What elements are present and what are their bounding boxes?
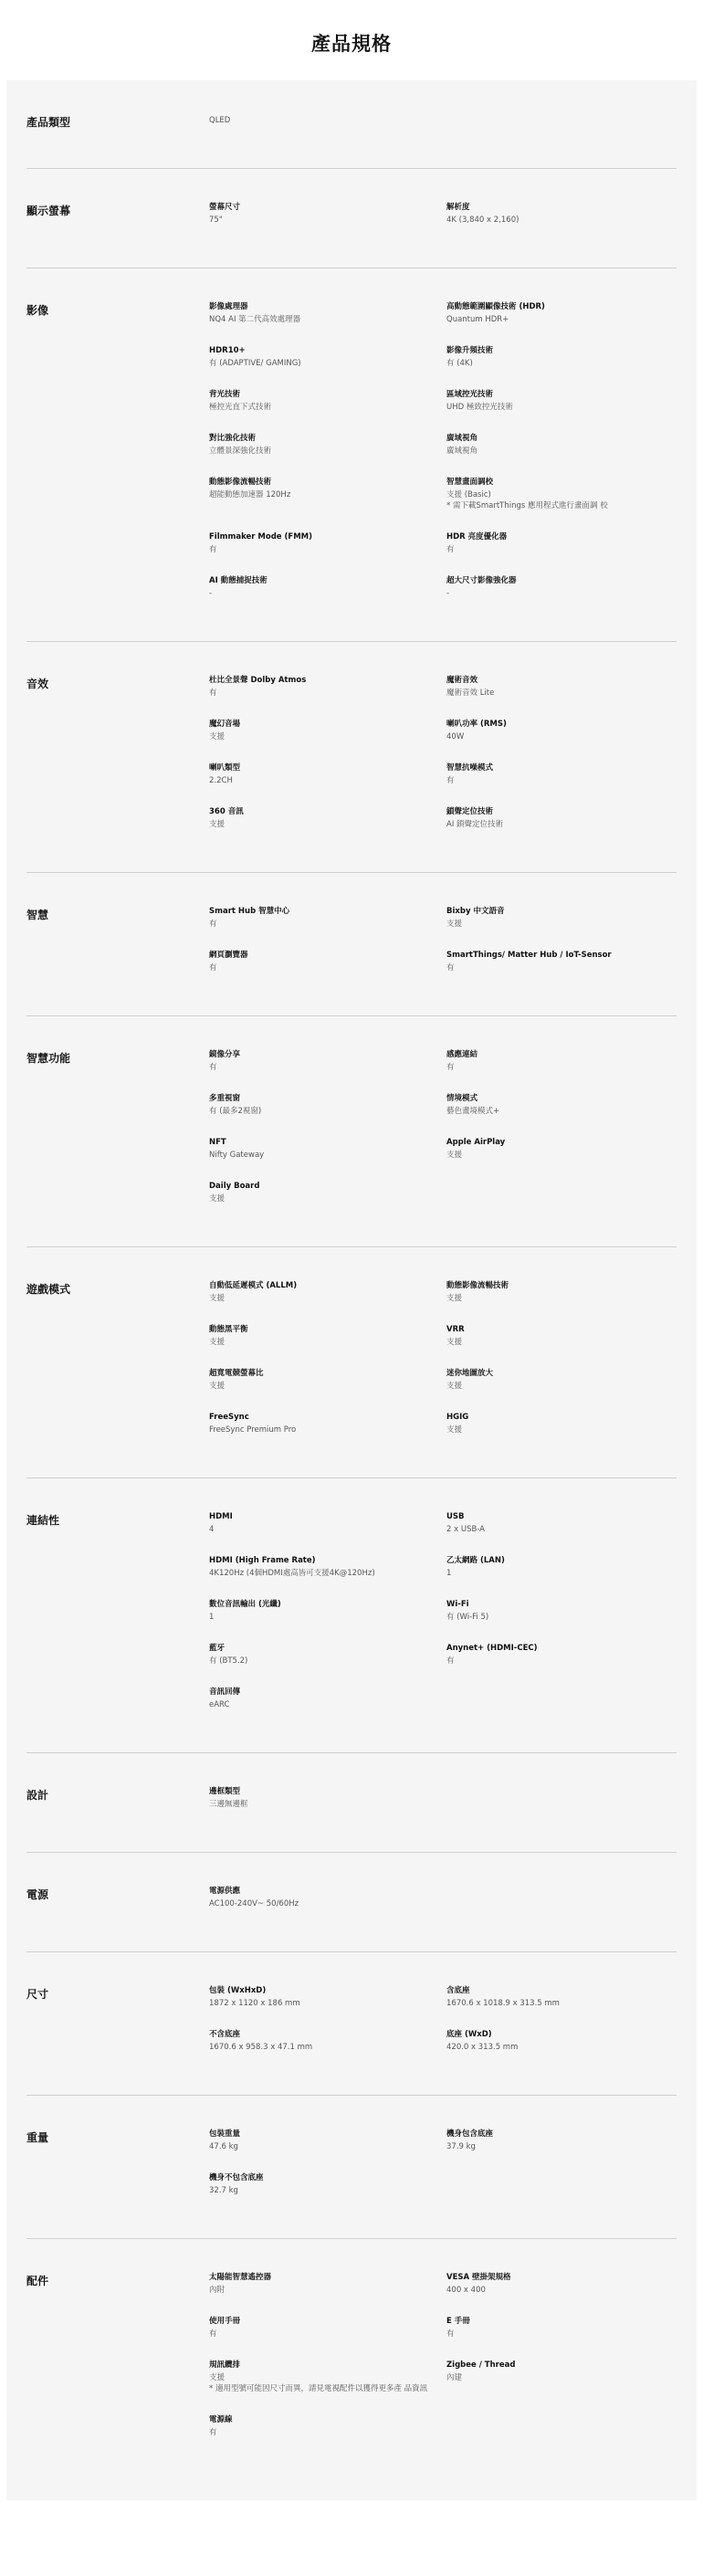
spec-value: 內附: [209, 2286, 226, 2295]
spec-item: [209, 531, 446, 575]
spec-item: [209, 950, 446, 994]
spec-value: 有: [446, 1656, 455, 1666]
spec-grid: [209, 1049, 677, 1225]
spec-item: [209, 719, 446, 762]
category-title: 電源: [26, 1888, 49, 1901]
spec-item: [446, 2272, 677, 2316]
spec-value: 支援: [446, 1294, 463, 1303]
spec-value: 支援 * 適用型號可能因尺寸而異，請見電視配件以獲得更多產 品資訊: [209, 2373, 428, 2393]
spec-grid: [209, 2272, 677, 2458]
spec-value: -: [209, 589, 213, 598]
spec-value: 有: [209, 689, 217, 698]
category-title: 設計: [26, 1789, 49, 1802]
spec-label: VRR: [446, 1325, 465, 1334]
spec-value: AI 鎖聲定位技術: [446, 820, 504, 829]
spec-value: 有: [209, 2329, 217, 2339]
category-title: 重量: [26, 2131, 49, 2144]
spec-label: 鎖聲定位技術: [446, 807, 494, 816]
spec-label: HGIG: [446, 1413, 469, 1422]
spec-label: 電源供應: [209, 1887, 241, 1896]
spec-value: 1670.6 x 958.3 x 47.1 mm: [209, 2043, 313, 2052]
spec-label: 動態影像流暢技術: [209, 478, 272, 487]
spec-label: 網頁瀏覽器: [209, 951, 248, 960]
spec-label: 邊框類型: [209, 1787, 241, 1796]
spec-value: Quantum HDR+: [446, 315, 509, 324]
spec-value: 2 x USB-A: [446, 1525, 485, 1534]
spec-value: 魔術音效 Lite: [446, 689, 495, 698]
spec-label: 機身包含底座: [446, 2129, 494, 2139]
spec-value: 有: [209, 920, 217, 929]
spec-value: 有 (ADAPTIVE/ GAMING): [209, 359, 301, 368]
spec-value: 1872 x 1120 x 186 mm: [209, 1999, 300, 2008]
spec-item: [446, 433, 677, 477]
spec-label: 喇叭類型: [209, 763, 241, 773]
spec-label: 太陽能智慧遙控器: [209, 2273, 272, 2282]
spec-label: 不含底座: [209, 2030, 241, 2039]
spec-item: [446, 2316, 677, 2360]
page-title: 產品規格: [311, 33, 392, 55]
spec-value: 支援: [446, 1338, 463, 1347]
spec-section: [26, 1016, 677, 1247]
spec-label: 感應連結: [446, 1050, 478, 1059]
spec-item: [209, 906, 446, 950]
spec-grid: [209, 675, 677, 850]
spec-label: SmartThings/ Matter Hub / IoT-Sensor: [446, 951, 612, 960]
spec-value: 支援: [209, 1382, 226, 1391]
spec-section: [26, 268, 677, 642]
spec-label: 魔術音效: [446, 676, 478, 685]
spec-item: [209, 433, 446, 477]
spec-label: 背光技術: [209, 390, 241, 399]
spec-label: 解析度: [446, 203, 470, 212]
spec-value: 內建: [446, 2373, 463, 2382]
category-title: 遊戲模式: [26, 1283, 71, 1296]
spec-value: 廣域視角: [446, 447, 478, 456]
spec-item: [209, 301, 446, 345]
spec-item: [446, 1985, 677, 2029]
spec-label: Daily Board: [209, 1182, 260, 1191]
category-title: 尺寸: [26, 1988, 49, 2001]
spec-item: [446, 1511, 677, 1555]
spec-label: 規訊纜排: [209, 2360, 241, 2370]
spec-item: [209, 1181, 446, 1225]
spec-item: [446, 719, 677, 762]
spec-value: 有: [209, 2428, 217, 2437]
spec-value: 37.9 kg: [446, 2142, 476, 2151]
spec-grid: [209, 113, 677, 146]
spec-item: [209, 1324, 446, 1368]
spec-item: [446, 1368, 677, 1412]
spec-value: 420.0 x 313.5 mm: [446, 2043, 519, 2052]
spec-item: [446, 202, 677, 246]
spec-item: [446, 1093, 677, 1137]
spec-label: Smart Hub 智慧中心: [209, 907, 290, 916]
spec-item: [446, 1049, 677, 1093]
spec-label: 喇叭功率 (RMS): [446, 720, 507, 729]
spec-label: 數位音訊輸出 (光纖): [209, 1600, 281, 1609]
spec-section: [26, 873, 677, 1016]
spec-label: 杜比全景聲 Dolby Atmos: [209, 676, 307, 685]
spec-value: 40W: [446, 732, 465, 741]
spec-value: 75": [209, 216, 223, 225]
spec-grid: [209, 1280, 677, 1456]
spec-value: 三邊無邊框: [209, 1800, 248, 1809]
spec-value: 支援 (Basic) * 需下載SmartThings 應用程式進行畫面調 校: [446, 490, 608, 510]
spec-label: Anynet+ (HDMI-CEC): [446, 1644, 538, 1653]
spec-label: 多重視窗: [209, 1094, 241, 1103]
spec-value: 支援: [446, 1425, 463, 1435]
spec-value: 32.7 kg: [209, 2186, 238, 2195]
spec-value: 有: [209, 545, 217, 554]
spec-label: 機身不包含底座: [209, 2173, 264, 2182]
spec-item: [209, 345, 446, 389]
spec-label: 迷你地圖放大: [446, 1369, 494, 1378]
spec-panel: [6, 80, 697, 2500]
spec-value: 有: [446, 963, 455, 973]
spec-label: NFT: [209, 1138, 226, 1147]
spec-item: [446, 301, 677, 345]
spec-section: [26, 2239, 677, 2480]
spec-item: [446, 2360, 677, 2414]
spec-label: 360 音訊: [209, 807, 244, 816]
spec-label: 超大尺寸影像強化器: [446, 576, 517, 585]
spec-label: AI 動態捕捉技術: [209, 576, 268, 585]
category-title: 音效: [26, 678, 49, 690]
spec-section: [26, 642, 677, 873]
spec-label: 乙太網路 (LAN): [446, 1556, 505, 1565]
spec-label: HDR 亮度優化器: [446, 532, 508, 541]
category-title: 顯示螢幕: [26, 205, 71, 217]
spec-value: 4K120Hz (4個HDMI處高皆可支援4K@120Hz): [209, 1569, 375, 1578]
spec-value: 立體景深強化技術: [209, 447, 272, 456]
spec-value: UHD 極致控光技術: [446, 403, 513, 412]
spec-label: 智慧抗噪模式: [446, 763, 494, 773]
spec-item: [209, 1280, 446, 1324]
spec-value: 有 (4K): [446, 359, 473, 368]
spec-value: 有: [446, 1063, 455, 1072]
spec-label: 包裝 (WxHxD): [209, 1986, 267, 1995]
spec-label: Apple AirPlay: [446, 1138, 506, 1147]
spec-item: [446, 1555, 677, 1599]
spec-item: [209, 2272, 446, 2316]
category-title: 產品類型: [26, 116, 71, 129]
spec-label: 使用手冊: [209, 2317, 241, 2326]
category-title: 影像: [26, 304, 49, 317]
spec-item: [209, 2172, 446, 2216]
spec-label: Wi-Fi: [446, 1600, 469, 1609]
spec-item: [209, 2029, 446, 2073]
spec-item: [209, 1985, 446, 2029]
spec-value: FreeSync Premium Pro: [209, 1425, 297, 1435]
spec-item: [446, 1643, 677, 1687]
spec-value: 400 x 400: [446, 2286, 486, 2295]
spec-label: HDMI: [209, 1512, 233, 1521]
spec-value: 支援: [446, 1382, 463, 1391]
spec-item: [209, 806, 446, 850]
spec-label: Zigbee / Thread: [446, 2360, 516, 2370]
spec-value: 4: [209, 1525, 215, 1534]
spec-label: Bixby 中文語音: [446, 907, 505, 916]
spec-item: [209, 1093, 446, 1137]
spec-item: [209, 1412, 446, 1456]
spec-label: HDMI (High Frame Rate): [209, 1556, 316, 1565]
spec-grid: [209, 2129, 677, 2216]
spec-label: 魔幻音場: [209, 720, 241, 729]
spec-label: USB: [446, 1512, 465, 1521]
spec-label: 影像處理器: [209, 302, 248, 311]
spec-value: NQ4 AI 第二代高效處理器: [209, 315, 301, 324]
spec-value: 1: [209, 1613, 215, 1622]
spec-item: [209, 762, 446, 806]
spec-label: 底座 (WxD): [446, 2030, 492, 2039]
spec-item: [446, 1137, 677, 1181]
spec-grid: [209, 906, 677, 994]
spec-label: 音訊回傳: [209, 1688, 241, 1697]
spec-value: 超能動態加速器 120Hz: [209, 490, 291, 499]
spec-value: eARC: [209, 1700, 230, 1709]
spec-label: 電源線: [209, 2415, 233, 2424]
category-title: 連結性: [26, 1514, 60, 1527]
spec-item: [446, 1412, 677, 1456]
spec-value: 47.6 kg: [209, 2142, 238, 2151]
spec-item: [446, 762, 677, 806]
spec-item: [446, 1599, 677, 1643]
spec-grid: [209, 1786, 677, 1830]
spec-label: E 手冊: [446, 2317, 470, 2326]
spec-label: 廣域視角: [446, 434, 478, 443]
spec-value: 有: [446, 545, 455, 554]
spec-item: [209, 1886, 446, 1929]
spec-item: [446, 1280, 677, 1324]
spec-label: 鏡像分享: [209, 1050, 241, 1059]
spec-item: [446, 531, 677, 575]
spec-label: 藍牙: [209, 1644, 226, 1653]
spec-value: 有: [446, 776, 455, 785]
spec-value: 有: [209, 1063, 217, 1072]
spec-item: [209, 1137, 446, 1181]
spec-label: 動態影像流暢技術: [446, 1281, 509, 1290]
spec-value: 極控光直下式技術: [209, 403, 272, 412]
spec-item: [209, 675, 446, 719]
spec-value: 有: [446, 2329, 455, 2339]
spec-item: [209, 2316, 446, 2360]
spec-label: 超寬電競螢幕比: [209, 1369, 264, 1378]
spec-label: FreeSync: [209, 1413, 249, 1422]
spec-item: [446, 2029, 677, 2073]
spec-grid: [209, 301, 677, 619]
spec-value: 1: [446, 1569, 452, 1578]
spec-item: [446, 345, 677, 389]
spec-value: 有 (最多2視窗): [209, 1107, 262, 1116]
spec-section: [26, 1853, 677, 1952]
spec-item: [209, 2414, 446, 2458]
spec-value: 2.2CH: [209, 776, 233, 785]
bottom-spacer: [0, 2500, 703, 2531]
spec-value: 4K (3,840 x 2,160): [446, 216, 519, 225]
spec-label: 高動態範圍顯像技術 (HDR): [446, 302, 545, 311]
category-title: 配件: [26, 2275, 49, 2287]
spec-item: [446, 906, 677, 950]
spec-item: [446, 2129, 677, 2172]
spec-item: [446, 389, 677, 433]
spec-value: 藝色畫境模式+: [446, 1107, 500, 1116]
spec-label: 區域控光技術: [446, 390, 494, 399]
spec-value: QLED: [209, 116, 231, 125]
spec-section: [26, 2096, 677, 2239]
spec-grid: [209, 202, 677, 246]
spec-item: [446, 675, 677, 719]
spec-item: [446, 806, 677, 850]
spec-item: [446, 1324, 677, 1368]
spec-value: 支援: [209, 1194, 226, 1204]
spec-value: 支援: [446, 1151, 463, 1160]
spec-item: [209, 113, 446, 146]
spec-item: [209, 1643, 446, 1687]
spec-value: 支援: [209, 820, 226, 829]
spec-section: [26, 1753, 677, 1853]
spec-section: [26, 1952, 677, 2096]
spec-section: [26, 1247, 677, 1478]
spec-label: 對比強化技術: [209, 434, 257, 443]
category-title: 智慧: [26, 909, 49, 921]
spec-item: [446, 477, 677, 531]
spec-grid: [209, 1886, 677, 1929]
spec-label: 含底座: [446, 1986, 470, 1995]
spec-item: [209, 2129, 446, 2172]
spec-item: [209, 202, 446, 246]
spec-grid: [209, 1511, 677, 1730]
spec-label: Filmmaker Mode (FMM): [209, 532, 313, 541]
spec-label: 自動低延遲模式 (ALLM): [209, 1281, 298, 1290]
spec-grid: [209, 1985, 677, 2073]
spec-label: 包裝重量: [209, 2129, 241, 2139]
spec-value: 支援: [209, 732, 226, 741]
spec-item: [209, 575, 446, 619]
spec-value: 1670.6 x 1018.9 x 313.5 mm: [446, 1999, 560, 2008]
spec-value: 有 (BT5.2): [209, 1656, 248, 1666]
spec-value: Nifty Gateway: [209, 1151, 265, 1160]
spec-item: [209, 477, 446, 531]
spec-label: VESA 壁掛架規格: [446, 2273, 511, 2282]
spec-value: 有 (Wi-Fi 5): [446, 1613, 489, 1622]
spec-value: 支援: [209, 1294, 226, 1303]
spec-section: [26, 1478, 677, 1753]
spec-label: HDR10+: [209, 346, 246, 355]
spec-label: 影像升頻技術: [446, 346, 494, 355]
spec-label: 動態黑平衡: [209, 1325, 248, 1334]
spec-item: [209, 2360, 446, 2414]
spec-value: 支援: [209, 1338, 226, 1347]
spec-label: 情境模式: [446, 1094, 478, 1103]
spec-item: [446, 950, 677, 994]
spec-item: [209, 1555, 446, 1599]
spec-label: 螢幕尺寸: [209, 203, 241, 212]
spec-value: -: [446, 589, 450, 598]
spec-item: [446, 575, 677, 619]
spec-item: [209, 1786, 446, 1830]
spec-section: [26, 80, 677, 169]
spec-item: [209, 1599, 446, 1643]
spec-value: 有: [209, 963, 217, 973]
spec-value: AC100-240V~ 50/60Hz: [209, 1899, 299, 1908]
spec-item: [209, 389, 446, 433]
spec-item: [209, 1511, 446, 1555]
spec-item: [209, 1687, 446, 1730]
spec-section: [26, 169, 677, 268]
category-title: 智慧功能: [26, 1052, 71, 1065]
spec-item: [209, 1049, 446, 1093]
spec-value: 支援: [446, 920, 463, 929]
spec-label: 智慧畫面調校: [446, 478, 494, 487]
spec-item: [209, 1368, 446, 1412]
